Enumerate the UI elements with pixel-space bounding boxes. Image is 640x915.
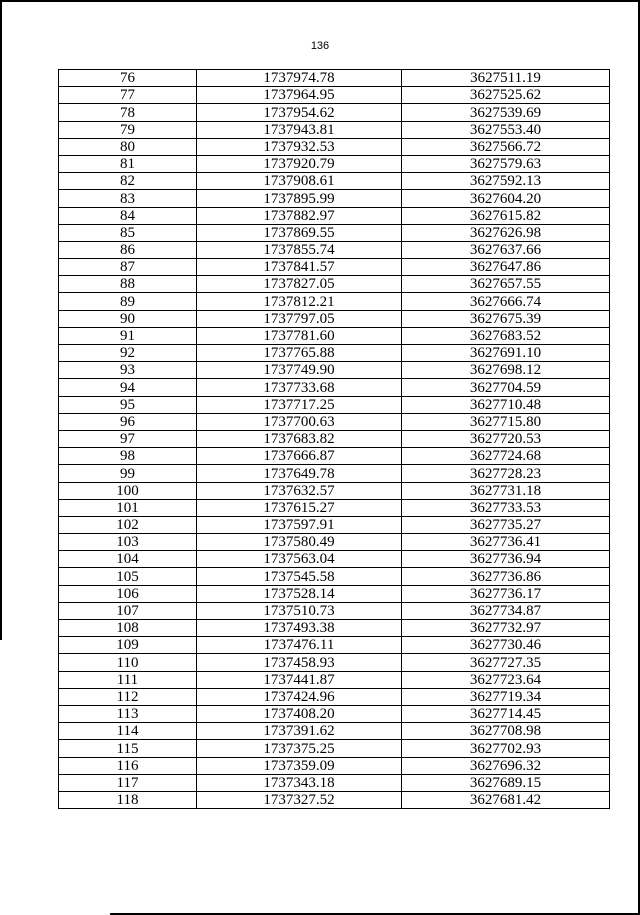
x-coordinate-cell: 1737964.95 xyxy=(197,87,402,104)
x-coordinate-cell: 1737458.93 xyxy=(197,654,402,671)
table-row xyxy=(59,70,610,87)
table-row xyxy=(59,207,610,224)
y-coordinate-cell: 3627735.27 xyxy=(402,516,610,533)
point-number-cell: 107 xyxy=(59,602,197,619)
x-coordinate-cell: 1737812.21 xyxy=(197,293,402,310)
point-number-cell: 101 xyxy=(59,499,197,516)
x-coordinate-cell: 1737882.97 xyxy=(197,207,402,224)
x-coordinate-cell: 1737615.27 xyxy=(197,499,402,516)
table-row xyxy=(59,723,610,740)
y-coordinate-cell: 3627691.10 xyxy=(402,345,610,362)
x-coordinate-cell: 1737765.88 xyxy=(197,345,402,362)
x-coordinate-cell: 1737327.52 xyxy=(197,791,402,808)
y-coordinate-cell: 3627539.69 xyxy=(402,104,610,121)
x-coordinate-cell: 1737797.05 xyxy=(197,310,402,327)
x-coordinate-cell: 1737424.96 xyxy=(197,688,402,705)
table-row xyxy=(59,396,610,413)
table-row xyxy=(59,568,610,585)
table-row xyxy=(59,620,610,637)
point-number-cell: 116 xyxy=(59,757,197,774)
y-coordinate-cell: 3627732.97 xyxy=(402,620,610,637)
point-number-cell: 105 xyxy=(59,568,197,585)
y-coordinate-cell: 3627604.20 xyxy=(402,190,610,207)
x-coordinate-cell: 1737954.62 xyxy=(197,104,402,121)
table-row xyxy=(59,791,610,808)
point-number-cell: 112 xyxy=(59,688,197,705)
point-number-cell: 103 xyxy=(59,534,197,551)
scan-edge-left xyxy=(0,0,2,640)
table-row xyxy=(59,430,610,447)
point-number-cell: 97 xyxy=(59,430,197,447)
x-coordinate-cell: 1737932.53 xyxy=(197,138,402,155)
table-row xyxy=(59,379,610,396)
point-number-cell: 98 xyxy=(59,448,197,465)
point-number-cell: 84 xyxy=(59,207,197,224)
y-coordinate-cell: 3627666.74 xyxy=(402,293,610,310)
table-row xyxy=(59,293,610,310)
x-coordinate-cell: 1737920.79 xyxy=(197,155,402,172)
point-number-cell: 80 xyxy=(59,138,197,155)
y-coordinate-cell: 3627615.82 xyxy=(402,207,610,224)
x-coordinate-cell: 1737683.82 xyxy=(197,430,402,447)
x-coordinate-cell: 1737943.81 xyxy=(197,121,402,138)
scan-edge-top xyxy=(0,0,640,2)
x-coordinate-cell: 1737700.63 xyxy=(197,413,402,430)
table-row xyxy=(59,155,610,172)
y-coordinate-cell: 3627681.42 xyxy=(402,791,610,808)
point-number-cell: 85 xyxy=(59,224,197,241)
point-number-cell: 78 xyxy=(59,104,197,121)
table-row xyxy=(59,757,610,774)
point-number-cell: 115 xyxy=(59,740,197,757)
table-row xyxy=(59,241,610,258)
point-number-cell: 100 xyxy=(59,482,197,499)
y-coordinate-cell: 3627592.13 xyxy=(402,173,610,190)
x-coordinate-cell: 1737717.25 xyxy=(197,396,402,413)
y-coordinate-cell: 3627579.63 xyxy=(402,155,610,172)
point-number-cell: 110 xyxy=(59,654,197,671)
y-coordinate-cell: 3627525.62 xyxy=(402,87,610,104)
table-row xyxy=(59,310,610,327)
point-number-cell: 94 xyxy=(59,379,197,396)
point-number-cell: 113 xyxy=(59,705,197,722)
x-coordinate-cell: 1737510.73 xyxy=(197,602,402,619)
table-row xyxy=(59,705,610,722)
x-coordinate-cell: 1737375.25 xyxy=(197,740,402,757)
point-number-cell: 82 xyxy=(59,173,197,190)
x-coordinate-cell: 1737781.60 xyxy=(197,327,402,344)
point-number-cell: 99 xyxy=(59,465,197,482)
y-coordinate-cell: 3627728.23 xyxy=(402,465,610,482)
point-number-cell: 89 xyxy=(59,293,197,310)
table-row xyxy=(59,654,610,671)
y-coordinate-cell: 3627511.19 xyxy=(402,70,610,87)
x-coordinate-cell: 1737528.14 xyxy=(197,585,402,602)
x-coordinate-cell: 1737974.78 xyxy=(197,70,402,87)
table-row xyxy=(59,637,610,654)
table-row xyxy=(59,276,610,293)
y-coordinate-cell: 3627734.87 xyxy=(402,602,610,619)
x-coordinate-cell: 1737855.74 xyxy=(197,241,402,258)
point-number-cell: 83 xyxy=(59,190,197,207)
table-row xyxy=(59,602,610,619)
point-number-cell: 117 xyxy=(59,774,197,791)
table-row xyxy=(59,173,610,190)
x-coordinate-cell: 1737441.87 xyxy=(197,671,402,688)
y-coordinate-cell: 3627724.68 xyxy=(402,448,610,465)
y-coordinate-cell: 3627626.98 xyxy=(402,224,610,241)
point-number-cell: 86 xyxy=(59,241,197,258)
table-row xyxy=(59,345,610,362)
x-coordinate-cell: 1737827.05 xyxy=(197,276,402,293)
y-coordinate-cell: 3627715.80 xyxy=(402,413,610,430)
point-number-cell: 93 xyxy=(59,362,197,379)
x-coordinate-cell: 1737391.62 xyxy=(197,723,402,740)
x-coordinate-cell: 1737563.04 xyxy=(197,551,402,568)
table-row xyxy=(59,327,610,344)
point-number-cell: 118 xyxy=(59,791,197,808)
y-coordinate-cell: 3627696.32 xyxy=(402,757,610,774)
table-row xyxy=(59,482,610,499)
y-coordinate-cell: 3627657.55 xyxy=(402,276,610,293)
y-coordinate-cell: 3627736.17 xyxy=(402,585,610,602)
table-row xyxy=(59,740,610,757)
x-coordinate-cell: 1737408.20 xyxy=(197,705,402,722)
x-coordinate-cell: 1737649.78 xyxy=(197,465,402,482)
point-number-cell: 91 xyxy=(59,327,197,344)
point-number-cell: 108 xyxy=(59,620,197,637)
y-coordinate-cell: 3627736.86 xyxy=(402,568,610,585)
x-coordinate-cell: 1737343.18 xyxy=(197,774,402,791)
y-coordinate-cell: 3627733.53 xyxy=(402,499,610,516)
x-coordinate-cell: 1737597.91 xyxy=(197,516,402,533)
x-coordinate-cell: 1737869.55 xyxy=(197,224,402,241)
point-number-cell: 109 xyxy=(59,637,197,654)
table-row xyxy=(59,259,610,276)
y-coordinate-cell: 3627719.34 xyxy=(402,688,610,705)
point-number-cell: 95 xyxy=(59,396,197,413)
table-row xyxy=(59,551,610,568)
point-number-cell: 88 xyxy=(59,276,197,293)
y-coordinate-cell: 3627698.12 xyxy=(402,362,610,379)
y-coordinate-cell: 3627647.86 xyxy=(402,259,610,276)
table-row xyxy=(59,516,610,533)
table-row xyxy=(59,671,610,688)
x-coordinate-cell: 1737749.90 xyxy=(197,362,402,379)
x-coordinate-cell: 1737895.99 xyxy=(197,190,402,207)
table-row xyxy=(59,121,610,138)
x-coordinate-cell: 1737580.49 xyxy=(197,534,402,551)
point-number-cell: 79 xyxy=(59,121,197,138)
point-number-cell: 77 xyxy=(59,87,197,104)
point-number-cell: 102 xyxy=(59,516,197,533)
table-row xyxy=(59,774,610,791)
point-number-cell: 114 xyxy=(59,723,197,740)
coordinates-table-body xyxy=(59,70,610,809)
y-coordinate-cell: 3627708.98 xyxy=(402,723,610,740)
table-row xyxy=(59,688,610,705)
table-row xyxy=(59,585,610,602)
point-number-cell: 87 xyxy=(59,259,197,276)
point-number-cell: 104 xyxy=(59,551,197,568)
table-row xyxy=(59,499,610,516)
x-coordinate-cell: 1737476.11 xyxy=(197,637,402,654)
y-coordinate-cell: 3627683.52 xyxy=(402,327,610,344)
x-coordinate-cell: 1737359.09 xyxy=(197,757,402,774)
y-coordinate-cell: 3627731.18 xyxy=(402,482,610,499)
x-coordinate-cell: 1737841.57 xyxy=(197,259,402,276)
x-coordinate-cell: 1737666.87 xyxy=(197,448,402,465)
x-coordinate-cell: 1737545.58 xyxy=(197,568,402,585)
y-coordinate-cell: 3627689.15 xyxy=(402,774,610,791)
y-coordinate-cell: 3627723.64 xyxy=(402,671,610,688)
table-row xyxy=(59,465,610,482)
point-number-cell: 92 xyxy=(59,345,197,362)
x-coordinate-cell: 1737908.61 xyxy=(197,173,402,190)
y-coordinate-cell: 3627704.59 xyxy=(402,379,610,396)
point-number-cell: 81 xyxy=(59,155,197,172)
table-row xyxy=(59,87,610,104)
y-coordinate-cell: 3627730.46 xyxy=(402,637,610,654)
y-coordinate-cell: 3627727.35 xyxy=(402,654,610,671)
point-number-cell: 106 xyxy=(59,585,197,602)
table-row xyxy=(59,448,610,465)
x-coordinate-cell: 1737493.38 xyxy=(197,620,402,637)
y-coordinate-cell: 3627710.48 xyxy=(402,396,610,413)
y-coordinate-cell: 3627714.45 xyxy=(402,705,610,722)
y-coordinate-cell: 3627637.66 xyxy=(402,241,610,258)
y-coordinate-cell: 3627566.72 xyxy=(402,138,610,155)
table-row xyxy=(59,138,610,155)
x-coordinate-cell: 1737733.68 xyxy=(197,379,402,396)
coordinates-table xyxy=(58,69,610,809)
table-row xyxy=(59,190,610,207)
y-coordinate-cell: 3627702.93 xyxy=(402,740,610,757)
table-row xyxy=(59,104,610,121)
point-number-cell: 76 xyxy=(59,70,197,87)
y-coordinate-cell: 3627720.53 xyxy=(402,430,610,447)
x-coordinate-cell: 1737632.57 xyxy=(197,482,402,499)
page-number: 136 xyxy=(310,40,330,52)
y-coordinate-cell: 3627675.39 xyxy=(402,310,610,327)
y-coordinate-cell: 3627553.40 xyxy=(402,121,610,138)
table-row xyxy=(59,362,610,379)
point-number-cell: 90 xyxy=(59,310,197,327)
y-coordinate-cell: 3627736.94 xyxy=(402,551,610,568)
point-number-cell: 111 xyxy=(59,671,197,688)
table-row xyxy=(59,413,610,430)
table-row xyxy=(59,224,610,241)
point-number-cell: 96 xyxy=(59,413,197,430)
table-row xyxy=(59,534,610,551)
y-coordinate-cell: 3627736.41 xyxy=(402,534,610,551)
